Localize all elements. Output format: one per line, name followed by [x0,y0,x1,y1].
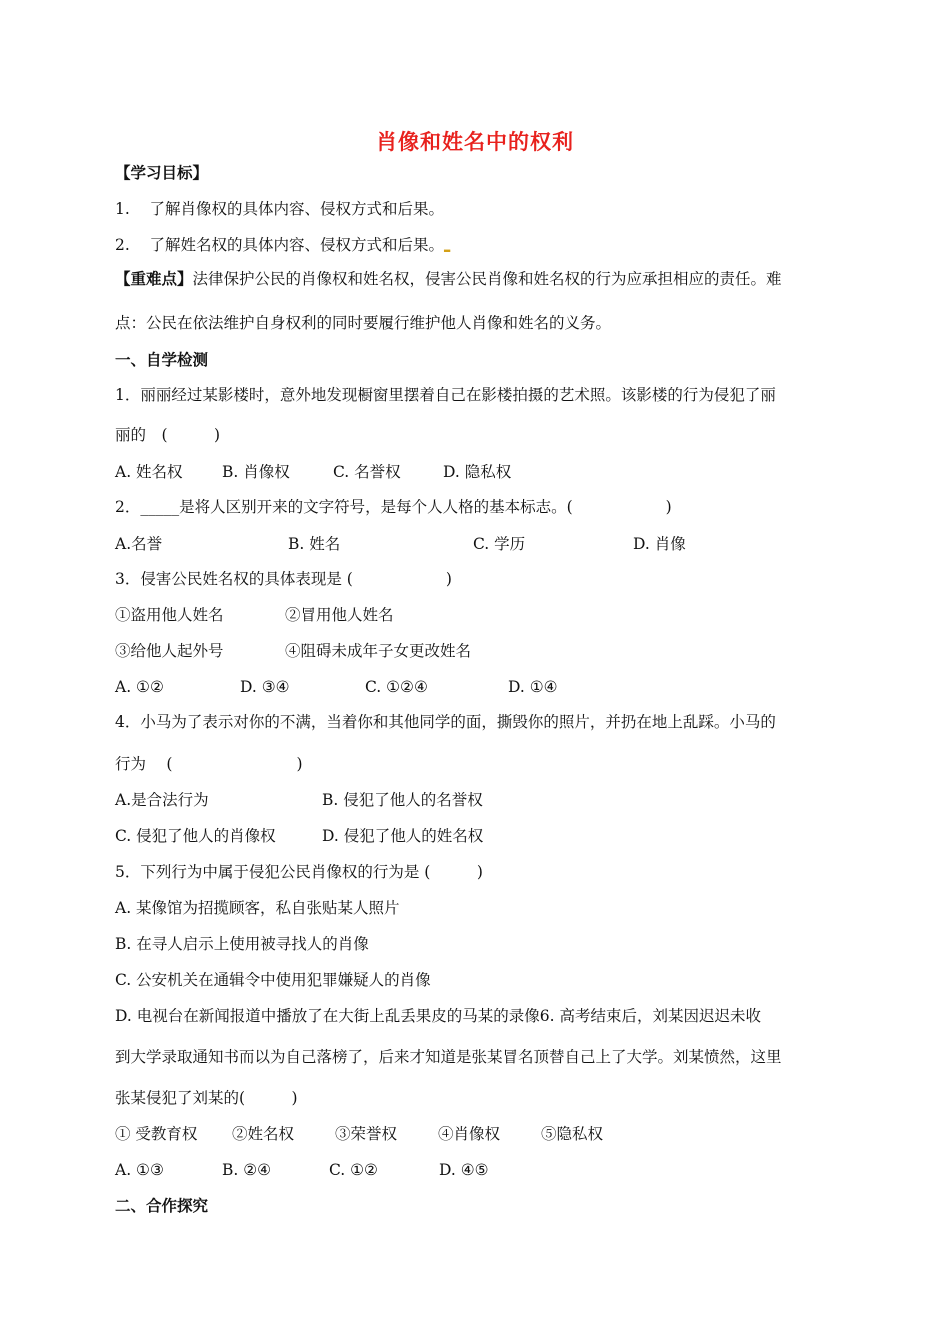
option: B. ②④ [222,1161,272,1179]
list-item: ④阻碍未成年子女更改姓名 [285,642,472,660]
question-6-stem: 张某侵犯了刘某的( ) [115,1089,298,1107]
option: D. ①④ [508,678,558,696]
question-6-items [115,1124,603,1144]
page-title: 肖像和姓名中的权利 [376,130,574,154]
question-4-stem: 4．小马为了表示对你的不满，当着你和其他同学的面，撕毁你的照片，并扔在地上乱踩。小马的 [115,713,776,731]
option: D. 隐私权 [443,463,512,481]
section-heading: 二、合作探究 [115,1197,209,1215]
question-4-stem: 行为 ( ) [115,755,303,773]
option: A. ①③ [115,1161,164,1179]
list-item: ③给他人起外号 [115,642,224,660]
question-3-items [115,641,471,661]
option: B. 姓名 [288,535,341,553]
key-points-line: 点：公民在依法维护自身权利的同时要履行维护他人肖像和姓名的义务。 [115,314,612,332]
objective-item: 2. 了解姓名权的具体内容、侵权方式和后果。▂ [115,236,451,254]
list-item: ②冒用他人姓名 [285,606,394,624]
option: D. ④⑤ [439,1161,489,1179]
question-2-options [115,534,686,554]
question-3-options [115,677,558,697]
option: B. 侵犯了他人的名誉权 [322,791,483,809]
option: D. 侵犯了他人的姓名权 [322,827,484,845]
list-item: ① 受教育权 [115,1125,198,1143]
question-4-options [115,790,483,810]
option: D. 肖像 [633,535,686,553]
stray-mark: ▂ [444,243,451,252]
option: A. 姓名权 [115,463,183,481]
question-3-items [115,605,394,625]
section-heading: 一、自学检测 [115,351,209,369]
option: A.名誉 [115,535,163,553]
option: B. 在寻人启示上使用被寻找人的肖像 [115,935,369,953]
question-1-stem: 1．丽丽经过某影楼时，意外地发现橱窗里摆着自己在影楼拍摄的艺术照。该影楼的行为侵犯了丽 [115,386,776,404]
option: C. ①②④ [365,678,428,696]
list-item: ⑤隐私权 [541,1125,604,1143]
option: C. ①② [329,1161,378,1179]
option: C. 学历 [473,535,526,553]
option: C. 名誉权 [333,463,401,481]
question-2-stem: 2．_____是将人区别开来的文字符号，是每个人人格的基本标志。( ) [115,498,672,516]
option: A. 某像馆为招揽顾客，私自张贴某人照片 [115,899,400,917]
list-item: ②姓名权 [232,1125,295,1143]
key-points-line: 【重难点】法律保护公民的肖像权和姓名权，侵害公民肖像和姓名权的行为应承担相应的责任。难 [115,270,782,288]
list-item: ①盗用他人姓名 [115,606,224,624]
question-1-stem: 丽的 ( ) [115,426,221,444]
objective-item: 1. 了解肖像权的具体内容、侵权方式和后果。 [115,200,444,218]
option: C. 公安机关在通辑令中使用犯罪嫌疑人的肖像 [115,971,431,989]
question-3-stem: 3．侵害公民姓名权的具体表现是 ( ) [115,570,452,588]
key-points-label: 【重难点】 [115,270,193,288]
question-6-options [115,1160,489,1180]
list-item: ③荣誉权 [335,1125,398,1143]
question-4-options [115,826,483,846]
option: A.是合法行为 [115,791,209,809]
option: A. ①② [115,678,164,696]
question-1-options [115,462,511,482]
option: D. ③④ [240,678,290,696]
question-5-stem: 5．下列行为中属于侵犯公民肖像权的行为是 ( ) [115,863,483,881]
objectives-heading: 【学习目标】 [115,164,209,182]
option: B. 肖像权 [222,463,290,481]
option: C. 侵犯了他人的肖像权 [115,827,276,845]
list-item: ④肖像权 [438,1125,501,1143]
question-6-stem: 到大学录取通知书而以为自己落榜了，后来才知道是张某冒名顶替自己上了大学。刘某愤然，这里 [115,1048,782,1066]
option: D. 电视台在新闻报道中播放了在大街上乱丢果皮的马某的录像6. 高考结束后，刘某因迟迟未收 [115,1007,761,1025]
